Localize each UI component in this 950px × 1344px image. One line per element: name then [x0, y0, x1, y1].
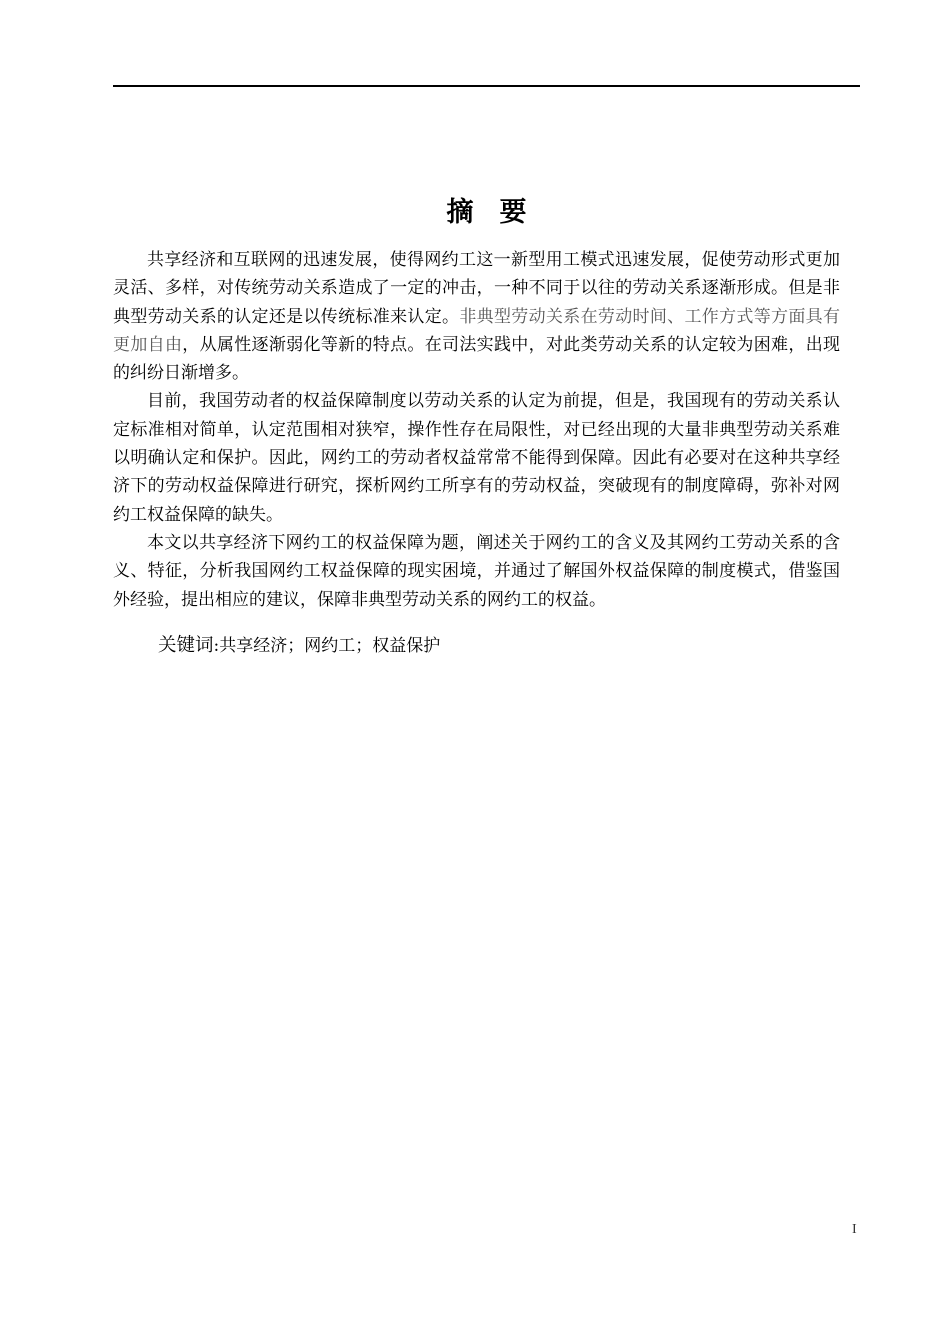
- keywords-value: 共享经济；网约工；权益保护: [219, 636, 441, 656]
- page-number: I: [852, 1222, 857, 1237]
- paragraph-1-text-a: 共享经济和互联网的迅速发展，使得网约工这一新型用工模式迅速发展，促使劳动形式更加灵活、多样，对传统劳动关系造成了一定的冲击，一种不同于以往的劳动关系逐渐形成。但是非典型劳动关系的认定还是以传统标准来认定。: [113, 250, 840, 327]
- paragraph-1-text-b: 非典型劳动关系在劳动时间、工作方式等方面具有更加自由: [113, 306, 841, 355]
- paragraph-1-text-c: ，从属性逐渐弱化等新的特点。在司法实践中，对此类劳动关系的认定较为困难，出现的纠纷日渐增多。: [113, 334, 841, 384]
- header-rule: [113, 85, 860, 87]
- keywords-label: 关键词: [158, 635, 214, 656]
- abstract-paragraph-3: 本文以共享经济下网约工的权益保障为题，阐述关于网约工的含义及其网约工劳动关系的含义、特征，分析我国网约工权益保障的现实困境，并通过了解国外权益保障的制度模式，借鉴国外经验，提出相应的建议，保障非典型劳动关系的网约工的权益。: [113, 532, 840, 610]
- abstract-paragraph-2: 目前，我国劳动者的权益保障制度以劳动关系的认定为前提，但是，我国现有的劳动关系认定标准相对简单，认定范围相对狭窄，操作性存在局限性，对已经出现的大量非典型劳动关系难以明确认定和保护。因此，网约工的劳动者权益常常不能得到保障。因此有必要对在这种共享经济下的劳动权益保障进行研究，探析网约工所享有的劳动权益，突破现有的制度障碍，弥补对网约工权益保障的缺失。: [113, 391, 840, 525]
- abstract-paragraph-1: [113, 246, 840, 387]
- keywords-line: [158, 632, 440, 660]
- abstract-title: 摘要: [446, 197, 553, 228]
- abstract-body: [113, 246, 840, 614]
- keywords-separator: :: [213, 636, 220, 656]
